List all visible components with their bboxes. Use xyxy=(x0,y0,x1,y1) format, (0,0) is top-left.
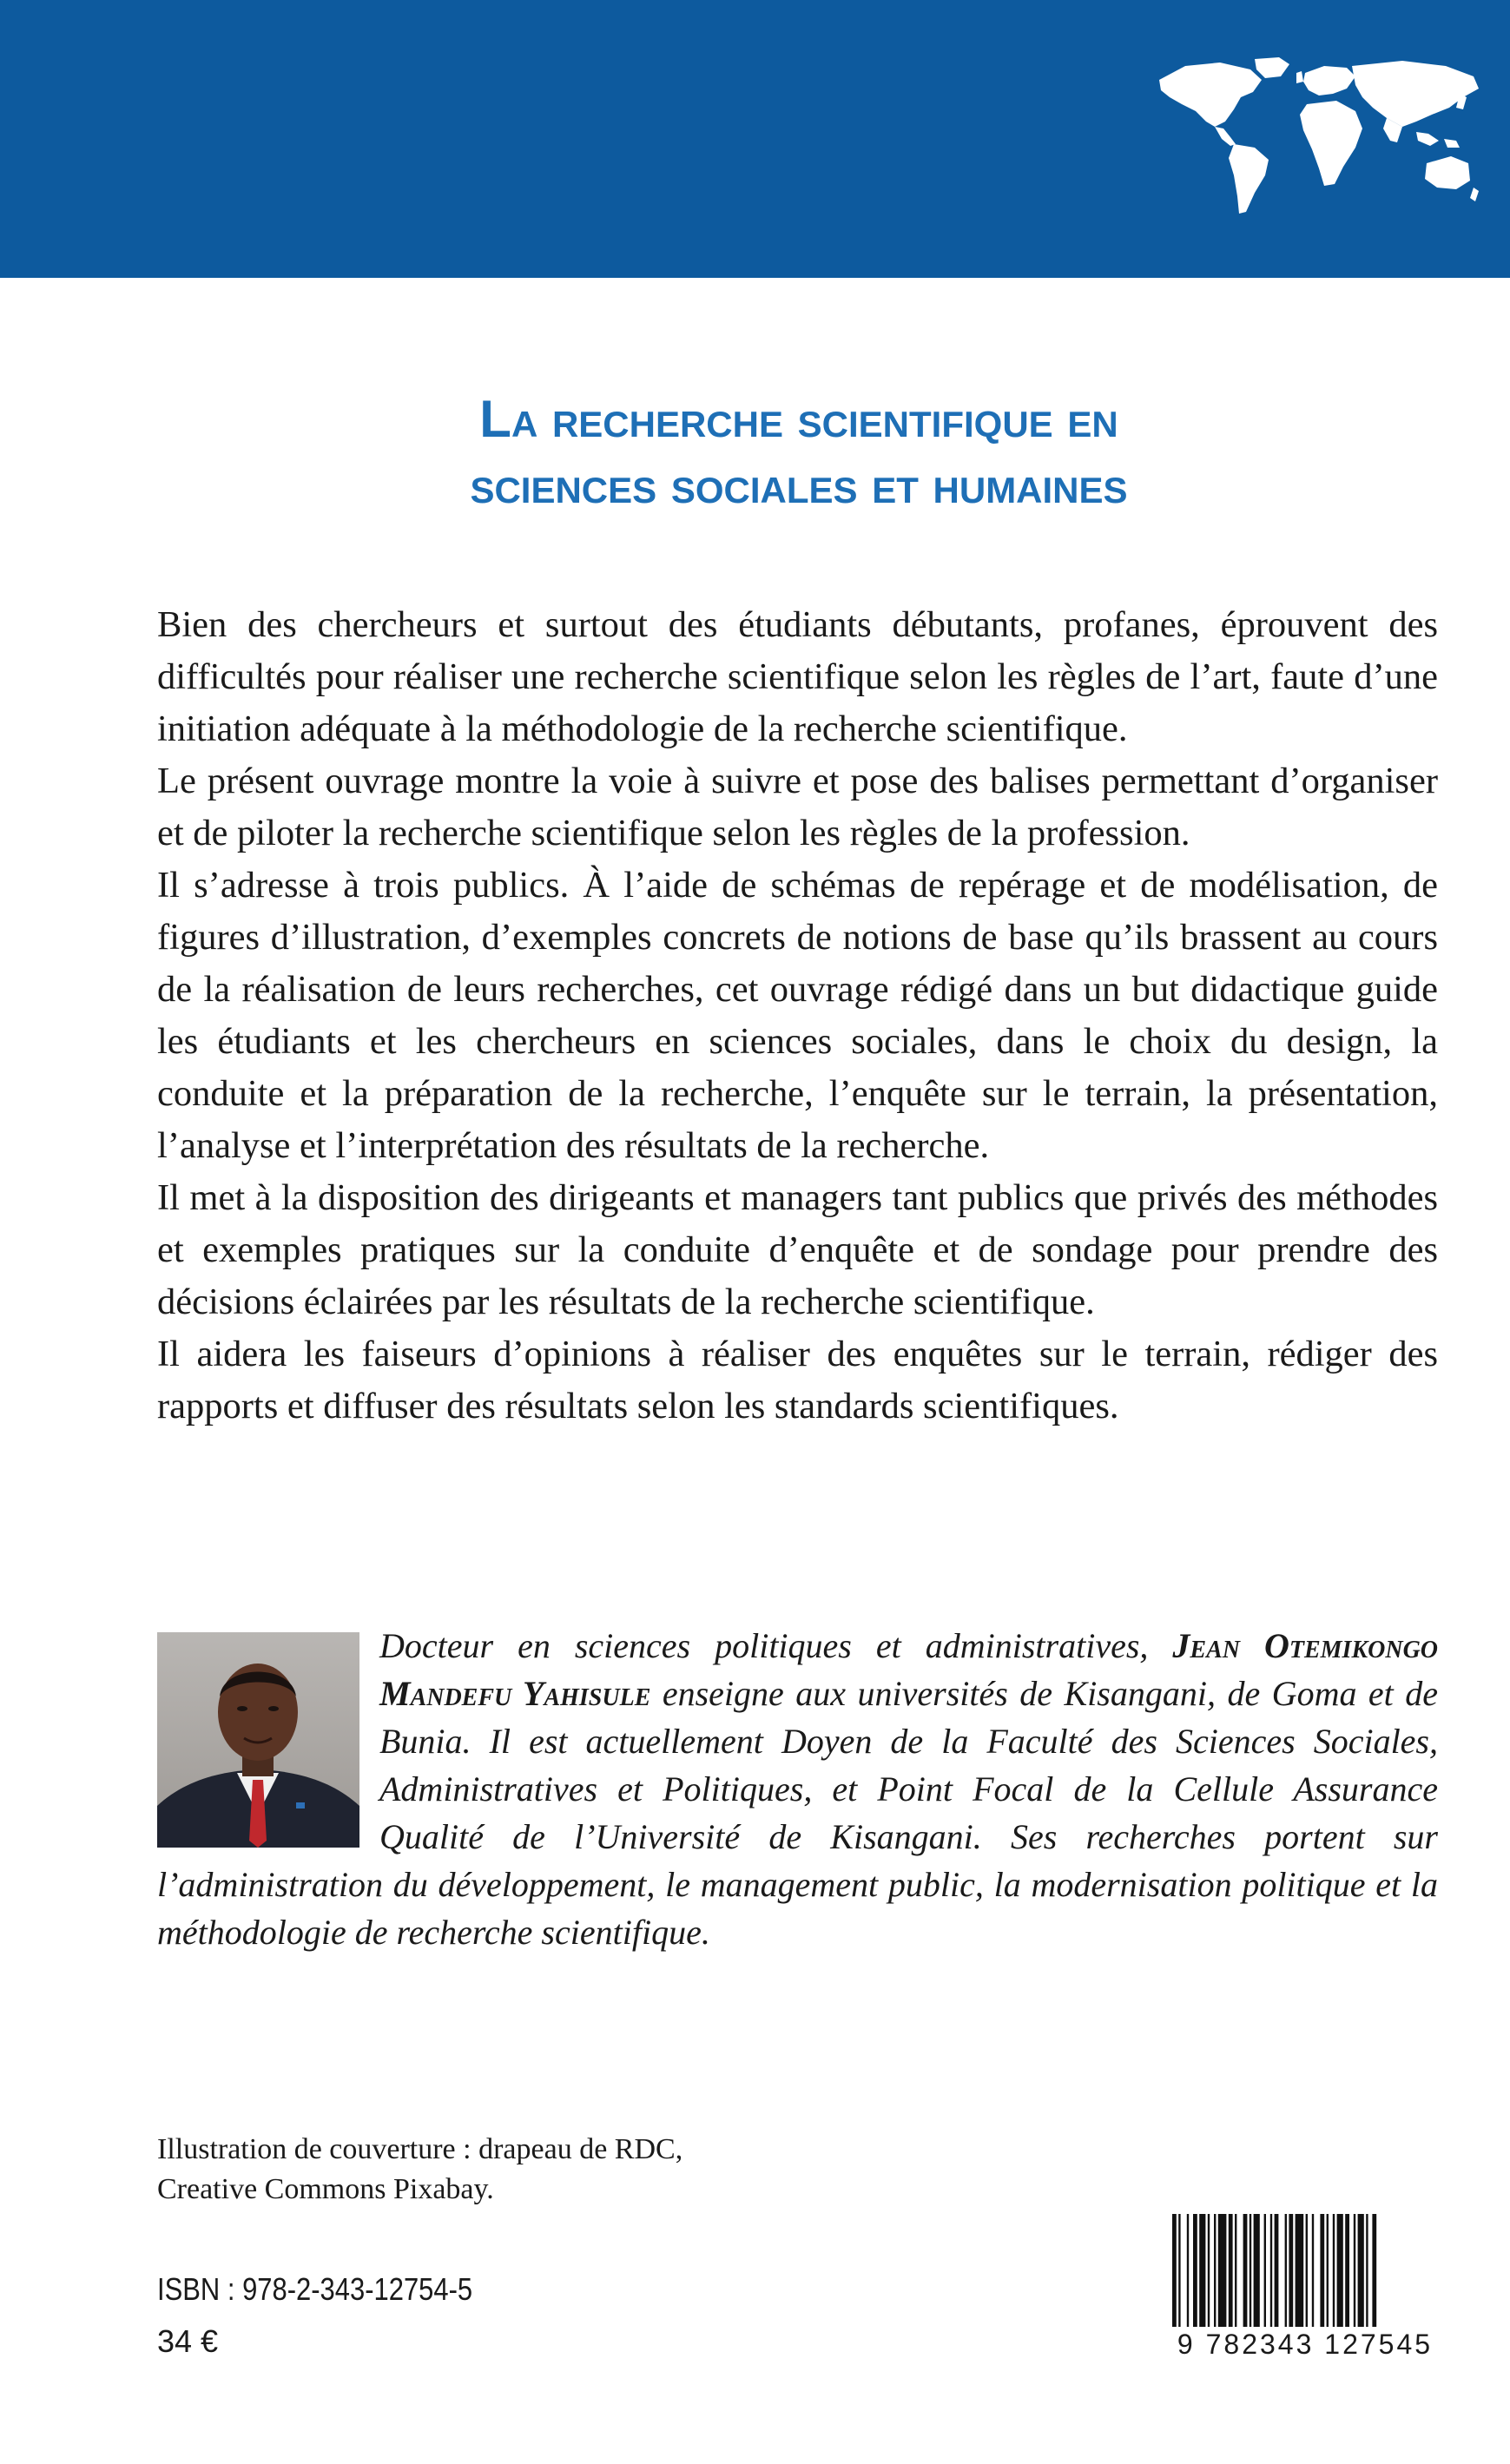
barcode-bar xyxy=(1312,2214,1314,2336)
barcode-bar xyxy=(1372,2214,1376,2336)
credit-line-2: Creative Commons Pixabay. xyxy=(157,2173,494,2205)
credit-line-1: Illustration de couverture : drapeau de RDC, xyxy=(157,2133,683,2165)
isbn: ISBN : 978-2-343-12754-5 xyxy=(157,2271,473,2307)
barcode-bar xyxy=(1254,2214,1260,2336)
barcode-bar xyxy=(1285,2214,1287,2336)
barcode-bar xyxy=(1243,2214,1248,2336)
barcode-bar xyxy=(1218,2214,1227,2336)
author-bio xyxy=(157,1622,1438,1956)
summary-paragraph: Bien des chercheurs et surtout des étudiants débutants, profanes, éprouvent des difficultés pour réaliser une recherche scientifique selon les règles de l’art, faute d’une initiation adéquate à la méthodologie de la recherche scientifique. xyxy=(157,604,1438,749)
barcode-bar xyxy=(1270,2214,1272,2336)
summary-paragraph: Il met à la disposition des dirigeants et managers tant publics que privés des méthodes et exemples pratiques sur la conduite d’enquête et de sondage pour prendre des décisions éclairées par les résultats de la recherche scientifique. xyxy=(157,1177,1438,1322)
title-line-1: La recherche scientifique en xyxy=(479,390,1118,448)
barcode-bar xyxy=(1199,2214,1205,2336)
summary-paragraph: Il s’adresse à trois publics. À l’aide de schémas de repérage et de modélisation, de figures d’illustration, d’exemples concrets de notions de base qu’ils brassent au cours de la réalisation de leurs recherches, cet ouvrage rédigé dans un but didactique guide les étudiants et les chercheurs en sciences sociales, dans le choix du design, la conduite et la préparation de la recherche, l’enquête sur le terrain, la présentation, l’analyse et l’interprétation des résultats de la recherche. xyxy=(157,865,1438,1166)
barcode-bar xyxy=(1250,2214,1251,2336)
barcode-bar xyxy=(1172,2214,1177,2336)
barcode-bar xyxy=(1235,2214,1236,2336)
barcode-bar xyxy=(1187,2214,1189,2336)
price: 34 € xyxy=(157,2323,219,2359)
summary-paragraph: Il aidera les faiseurs d’opinions à réaliser des enquêtes sur le terrain, rédiger des rapports et diffuser des résultats selon les standards scientifiques. xyxy=(157,1334,1438,1426)
book-title xyxy=(174,386,1424,518)
barcode-bar xyxy=(1193,2214,1197,2336)
barcode-bar xyxy=(1289,2214,1293,2336)
barcode-bar xyxy=(1327,2214,1329,2336)
book-summary xyxy=(157,599,1438,1433)
barcode-bar xyxy=(1366,2214,1368,2336)
barcode-digits: 9 782343 127545 xyxy=(1162,2327,1448,2362)
cover-credit xyxy=(157,2130,682,2210)
barcode-bar xyxy=(1345,2214,1349,2336)
barcode-bar xyxy=(1354,2214,1355,2336)
barcode-bar xyxy=(1264,2214,1266,2336)
barcode-bar xyxy=(1333,2214,1335,2336)
summary-paragraph: Le présent ouvrage montre la voie à suivre et pose des balises permettant d’organiser et de piloter la recherche scientifique selon les règles de la profession. xyxy=(157,761,1438,853)
author-name: Jean Otemikongo Mandefu Yahisule xyxy=(379,1626,1439,1713)
header-band xyxy=(0,0,1510,278)
barcode-bar xyxy=(1320,2214,1324,2336)
title-line-2: sciences sociales et humaines xyxy=(470,456,1128,514)
world-map-icon xyxy=(1151,54,1485,219)
barcode-bar xyxy=(1178,2214,1180,2336)
barcode-bar xyxy=(1214,2214,1216,2336)
barcode-bar xyxy=(1275,2214,1279,2336)
barcode-bar xyxy=(1229,2214,1233,2336)
barcode-bar xyxy=(1358,2214,1364,2336)
barcode-bar xyxy=(1296,2214,1304,2336)
barcode-bar xyxy=(1337,2214,1343,2336)
barcode-bar xyxy=(1208,2214,1210,2336)
author-intro: Docteur en sciences politiques et administratives, xyxy=(379,1626,1149,1665)
author-description: enseigne aux universités de Kisangani, de Goma et de Bunia. Il est actuellement Doyen de la Faculté des Sciences Sociales, Administratives et Politiques, et Point Focal de la Cellule Assurance Qualité de l’Université de Kisangani. Ses recherches portent sur l’administration du développement, le management public, la modernisation politique et la méthodologie de recherche scientifique. xyxy=(157,1674,1439,1952)
barcode-bar xyxy=(1306,2214,1308,2336)
